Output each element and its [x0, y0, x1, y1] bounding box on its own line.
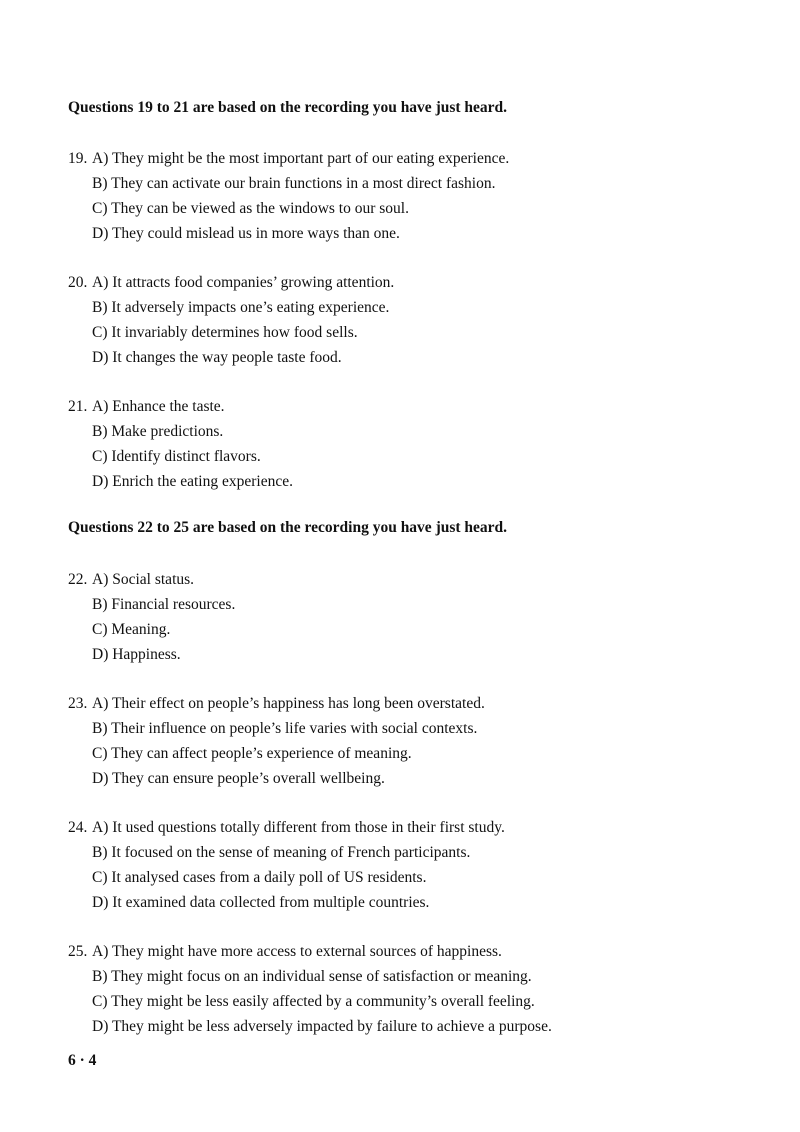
option-d	[68, 642, 748, 667]
section-heading: Questions 19 to 21 are based on the recording you have just heard.	[68, 99, 508, 116]
option-text: C) Identify distinct flavors.	[92, 448, 261, 465]
option-a	[68, 567, 748, 592]
option-d	[68, 221, 748, 246]
option-text: C) They can be viewed as the windows to our soul.	[92, 200, 409, 217]
option-d	[68, 766, 748, 791]
option-b	[68, 171, 748, 196]
option-text: D) It examined data collected from multiple countries.	[92, 894, 430, 911]
option-text: A) It used questions totally different from those in their first study.	[92, 819, 505, 836]
option-d	[68, 345, 748, 370]
option-d	[68, 1014, 748, 1039]
option-a	[68, 146, 748, 171]
question-20	[68, 270, 748, 370]
option-text: C) It invariably determines how food sells.	[92, 324, 358, 341]
option-b	[68, 964, 748, 989]
option-b	[68, 419, 748, 444]
option-text: C) Meaning.	[92, 621, 171, 638]
option-a	[68, 815, 748, 840]
question-25	[68, 939, 748, 1039]
option-b	[68, 840, 748, 865]
page-number: 6 · 4	[68, 1052, 97, 1069]
option-text: D) It changes the way people taste food.	[92, 349, 342, 366]
option-text: A) It attracts food companies’ growing attention.	[92, 274, 395, 291]
option-text: D) They could mislead us in more ways than one.	[92, 225, 400, 242]
option-text: D) They might be less adversely impacted by failure to achieve a purpose.	[92, 1018, 552, 1035]
option-text: A) Social status.	[92, 571, 195, 588]
option-text: D) Enrich the eating experience.	[92, 473, 293, 490]
option-text: C) It analysed cases from a daily poll of US residents.	[92, 869, 427, 886]
question-number: 23.	[68, 695, 88, 712]
option-c	[68, 989, 748, 1014]
option-text: A) They might have more access to external sources of happiness.	[92, 943, 502, 960]
option-a	[68, 691, 748, 716]
question-24	[68, 815, 748, 915]
question-number: 21.	[68, 398, 88, 415]
option-text: D) Happiness.	[92, 646, 181, 663]
question-number: 22.	[68, 571, 88, 588]
option-d	[68, 469, 748, 494]
option-c	[68, 865, 748, 890]
option-a	[68, 939, 748, 964]
question-number: 25.	[68, 943, 88, 960]
option-text: B) Financial resources.	[92, 596, 236, 613]
option-d	[68, 890, 748, 915]
question-21	[68, 394, 748, 494]
option-text: B) They might focus on an individual sense of satisfaction or meaning.	[92, 968, 532, 985]
option-c	[68, 444, 748, 469]
option-a	[68, 270, 748, 295]
option-text: B) Make predictions.	[92, 423, 224, 440]
option-text: B) Their influence on people’s life varies with social contexts.	[92, 720, 478, 737]
option-text: D) They can ensure people’s overall wellbeing.	[92, 770, 385, 787]
option-c	[68, 741, 748, 766]
option-text: A) Enhance the taste.	[92, 398, 225, 415]
option-a	[68, 394, 748, 419]
option-c	[68, 196, 748, 221]
option-text: C) They might be less easily affected by a community’s overall feeling.	[92, 993, 535, 1010]
option-b	[68, 592, 748, 617]
option-text: B) They can activate our brain functions in a most direct fashion.	[92, 175, 496, 192]
option-text: B) It adversely impacts one’s eating experience.	[92, 299, 390, 316]
question-23	[68, 691, 748, 791]
option-text: C) They can affect people’s experience of meaning.	[92, 745, 412, 762]
option-c	[68, 617, 748, 642]
question-22	[68, 567, 748, 667]
option-c	[68, 320, 748, 345]
section-heading: Questions 22 to 25 are based on the recording you have just heard.	[68, 519, 508, 536]
question-number: 24.	[68, 819, 88, 836]
question-number: 19.	[68, 150, 88, 167]
option-b	[68, 295, 748, 320]
option-text: A) They might be the most important part of our eating experience.	[92, 150, 510, 167]
option-b	[68, 716, 748, 741]
option-text: A) Their effect on people’s happiness has long been overstated.	[92, 695, 485, 712]
question-19	[68, 146, 748, 246]
option-text: B) It focused on the sense of meaning of French participants.	[92, 844, 471, 861]
question-number: 20.	[68, 274, 88, 291]
